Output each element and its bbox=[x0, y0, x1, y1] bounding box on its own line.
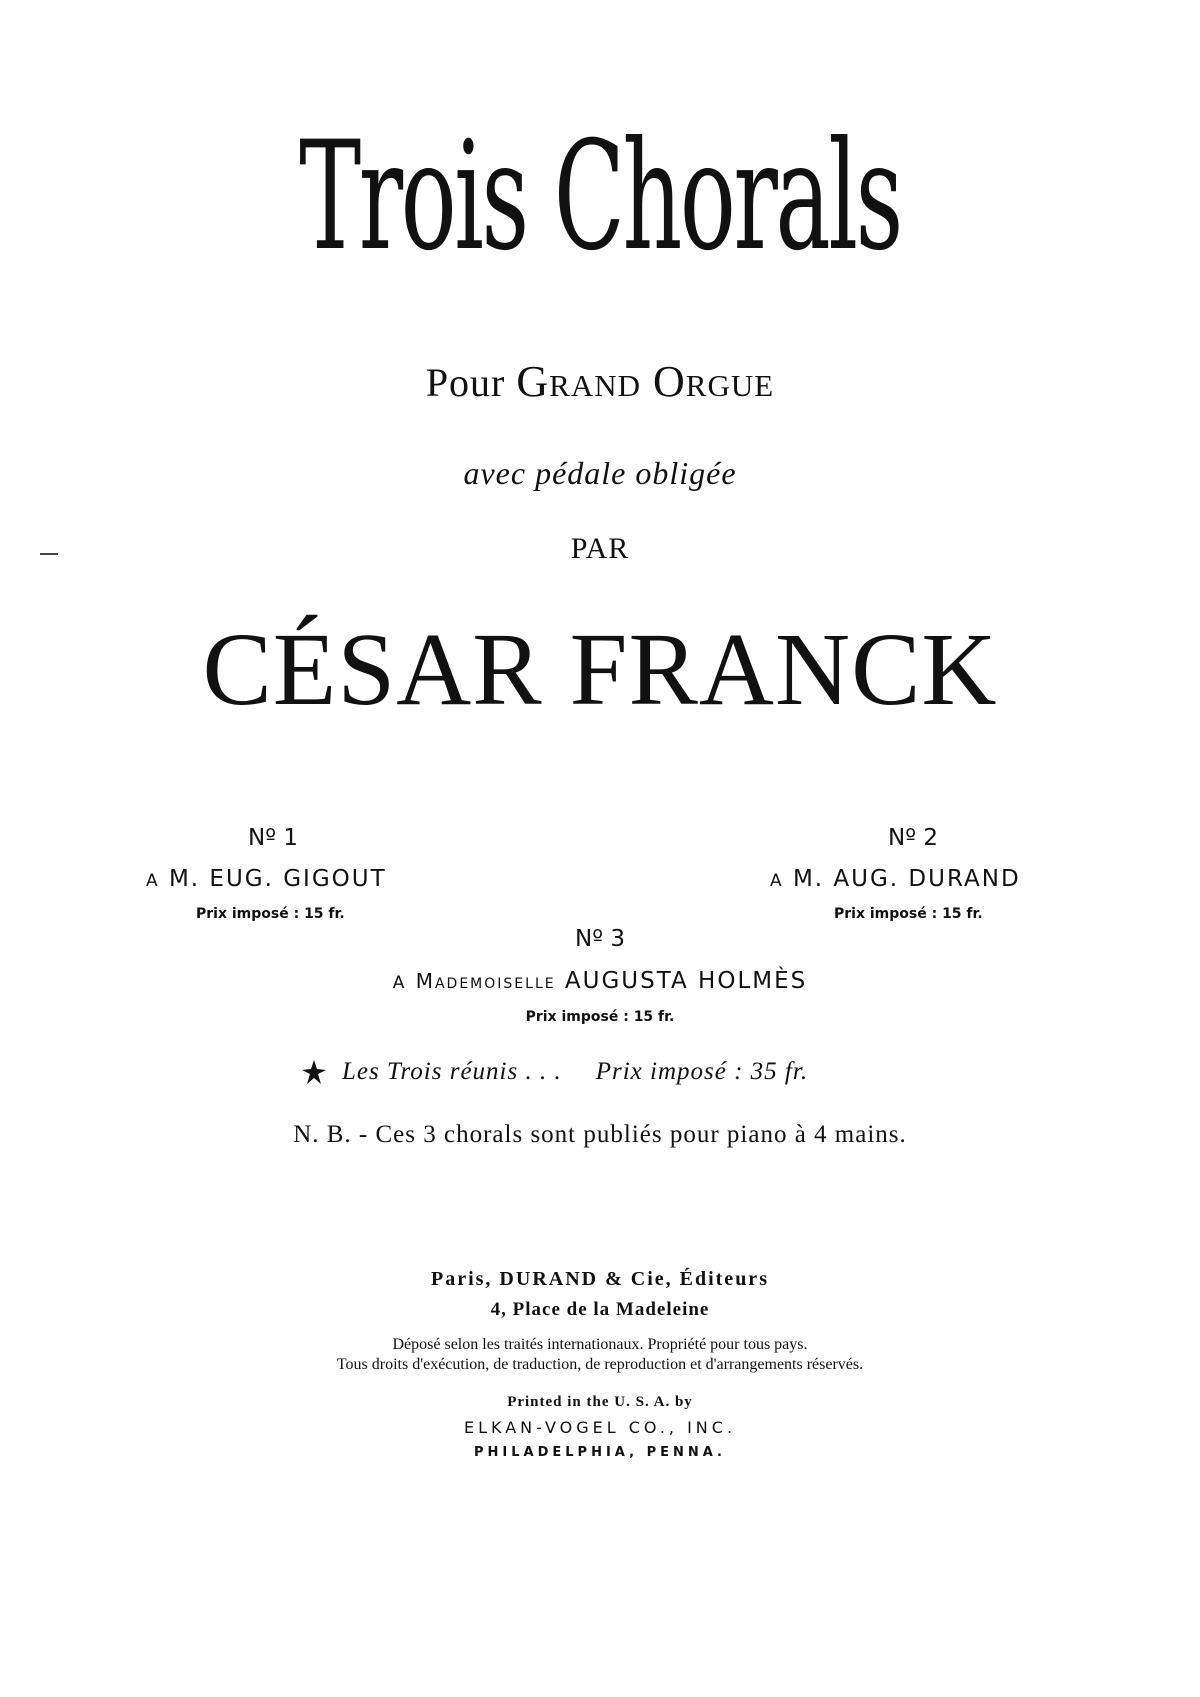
piece-price-1: Prix imposé : 15 fr. bbox=[196, 906, 345, 922]
subtitle-pour: Pour bbox=[425, 360, 506, 405]
collection-price: Prix imposé : 35 fr. bbox=[595, 1058, 809, 1085]
dedication-name: M. AUG. DURAND bbox=[792, 866, 1021, 892]
composer-name: CÉSAR FRANCK bbox=[202, 612, 998, 727]
title: Trois Chorals bbox=[299, 110, 901, 284]
piece-dedication-2 bbox=[770, 866, 1021, 894]
dedication-name: M. EUG. GIGOUT bbox=[168, 866, 387, 892]
dedication-prefix: A bbox=[770, 871, 784, 891]
subtitle-instrument: Grand Orgue bbox=[516, 357, 775, 406]
pointing-star-icon bbox=[300, 1058, 328, 1086]
pedal-note: avec pédale obligée bbox=[463, 455, 737, 491]
collection-price-line bbox=[300, 1057, 808, 1087]
piece-number-1: Nº 1 bbox=[248, 825, 298, 851]
piece-number-3: Nº 3 bbox=[575, 926, 625, 952]
piece-number-2: Nº 2 bbox=[888, 825, 938, 851]
publisher-address: 4, Place de la Madeleine bbox=[490, 1299, 710, 1320]
piece-dedication-3 bbox=[0, 968, 1200, 996]
printed-line: Printed in the U. S. A. by bbox=[507, 1394, 693, 1410]
subtitle bbox=[0, 357, 1200, 406]
printer-name: ELKAN-VOGEL CO., INC. bbox=[463, 1418, 737, 1437]
dedication-title: Mademoiselle bbox=[415, 969, 556, 993]
legal-line-2: Tous droits d'exécution, de traduction, de reproduction et d'arrangements réservés. bbox=[336, 1356, 864, 1373]
piece-dedication-1 bbox=[146, 866, 387, 894]
publisher-line: Paris, DURAND & Cie, Éditeurs bbox=[431, 1268, 769, 1290]
collection-label: Les Trois réunis . . . bbox=[342, 1058, 562, 1085]
dedication-prefix: A bbox=[146, 871, 160, 891]
printer-city: PHILADELPHIA, PENNA. bbox=[474, 1445, 726, 1460]
legal-line-1: Déposé selon les traités internationaux. Propriété pour tous pays. bbox=[392, 1336, 808, 1353]
nb-note: N. B. - Ces 3 chorals sont publiés pour piano à 4 mains. bbox=[293, 1121, 907, 1148]
dedication-name: AUGUSTA HOLMÈS bbox=[564, 968, 808, 994]
dedication-prefix: A bbox=[392, 973, 407, 993]
piece-price-3: Prix imposé : 15 fr. bbox=[525, 1009, 675, 1025]
piece-price-2: Prix imposé : 15 fr. bbox=[834, 906, 983, 922]
par-label: PAR bbox=[570, 532, 630, 565]
